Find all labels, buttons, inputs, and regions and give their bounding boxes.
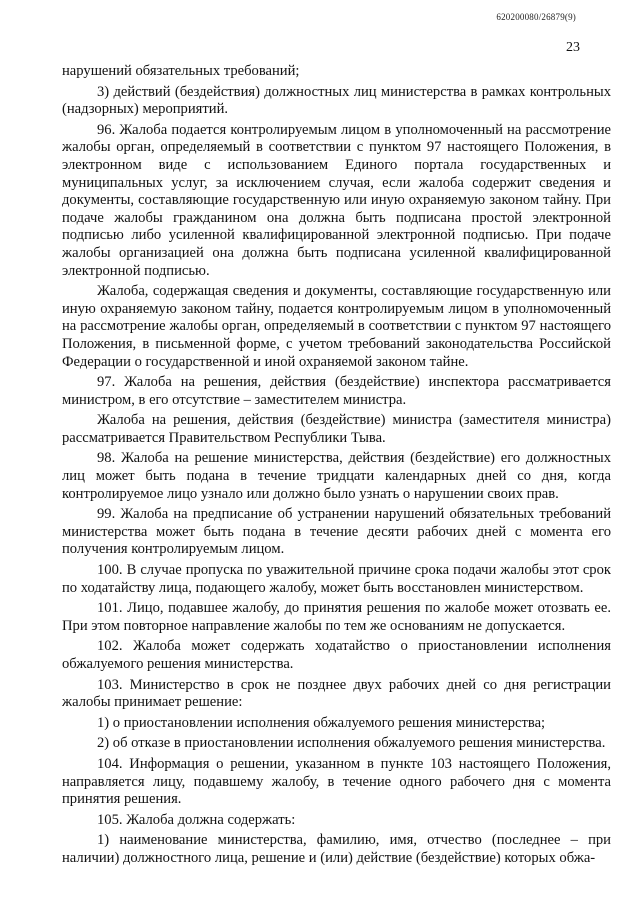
paragraph: Жалоба, содержащая сведения и документы, составляющие государственную или иную охраняемую законом тайну, подается контролируемым лицом в уполномоченный на рассмотрение жалобы орган, определяемый в соответствии с пунктом 97 настоящего Положения, в письменной форме, с учетом требований законодательства Российской Федерации о государственной и иной охраняемой законом тайне. [62,283,611,370]
paragraph: 96. Жалоба подается контролируемым лицом в уполномоченный на рассмотрение жалобы орган, определяемый в соответствии с пунктом 97 настоящего Положения, в электронном виде с использованием Единого портала государственных и муниципальных услуг, за исключением случая, если жалоба содержит сведения и документы, составляющие государственную или иную охраняемую законом тайну. При подаче жалобы гражданином она должна быть подписана простой электронной подписью либо усиленной квалифицированной электронной подписью. При подаче жалобы организацией она должна быть подписана усиленной квалифицированной электронной подписью. [62,121,611,279]
paragraph: 98. Жалоба на решение министерства, действия (бездействие) его должностных лиц может быть подана в течение тридцати календарных дней со дня, когда контролируемое лицо узнало или должно было узнать о нарушении своих прав. [62,450,611,502]
paragraph: 2) об отказе в приостановлении исполнения обжалуемого решения министерства. [97,735,606,752]
paragraph: нарушений обязательных требований; [62,63,300,79]
paragraph: 100. В случае пропуска по уважительной причине срока подачи жалобы этот срок по ходатайству лица, подающего жалобу, может быть восстановлен министерством. [62,562,611,596]
paragraph: 3) действий (бездействия) должностных лиц министерства в рамках контрольных (надзорных) мероприятий. [62,83,611,118]
paragraph: 102. Жалоба может содержать ходатайство о приостановлении исполнения обжалуемого решения министерства. [62,638,611,672]
paragraph: 1) наименование министерства, фамилию, имя, отчество (последнее – при наличии) должностного лица, решение и (или) действие (бездействие) которых обжа- [62,832,611,866]
paragraph: 104. Информация о решении, указанном в пункте 103 настоящего Положения, направляется лицу, подавшему жалобу, в течение одного рабочего дня с момента принятия решения. [62,755,611,808]
paragraph: 103. Министерство в срок не позднее двух рабочих дней со дня регистрации жалобы принимает решение: [62,676,611,711]
paragraph: 101. Лицо, подавшее жалобу, до принятия решения по жалобе может отозвать ее. При этом повторное направление жалобы по тем же основаниям не допускается. [62,600,611,634]
paragraph: Жалоба на решения, действия (бездействие) министра (заместителя министра) рассматривается Правительством Республики Тыва. [62,412,611,446]
document-body [62,63,611,871]
paragraph: 99. Жалоба на предписание об устранении нарушений обязательных требований министерства может быть подана в течение десяти рабочих дней с момента его получения контролируемым лицом. [62,506,611,558]
document-code: 620200080/26879(9) [496,12,576,22]
paragraph: 97. Жалоба на решения, действия (бездействие) инспектора рассматривается министром, в его отсутствие – заместителем министра. [62,374,611,408]
page-number: 23 [566,40,580,55]
paragraph: 105. Жалоба должна содержать: [97,811,296,828]
paragraph: 1) о приостановлении исполнения обжалуемого решения министерства; [97,714,546,731]
